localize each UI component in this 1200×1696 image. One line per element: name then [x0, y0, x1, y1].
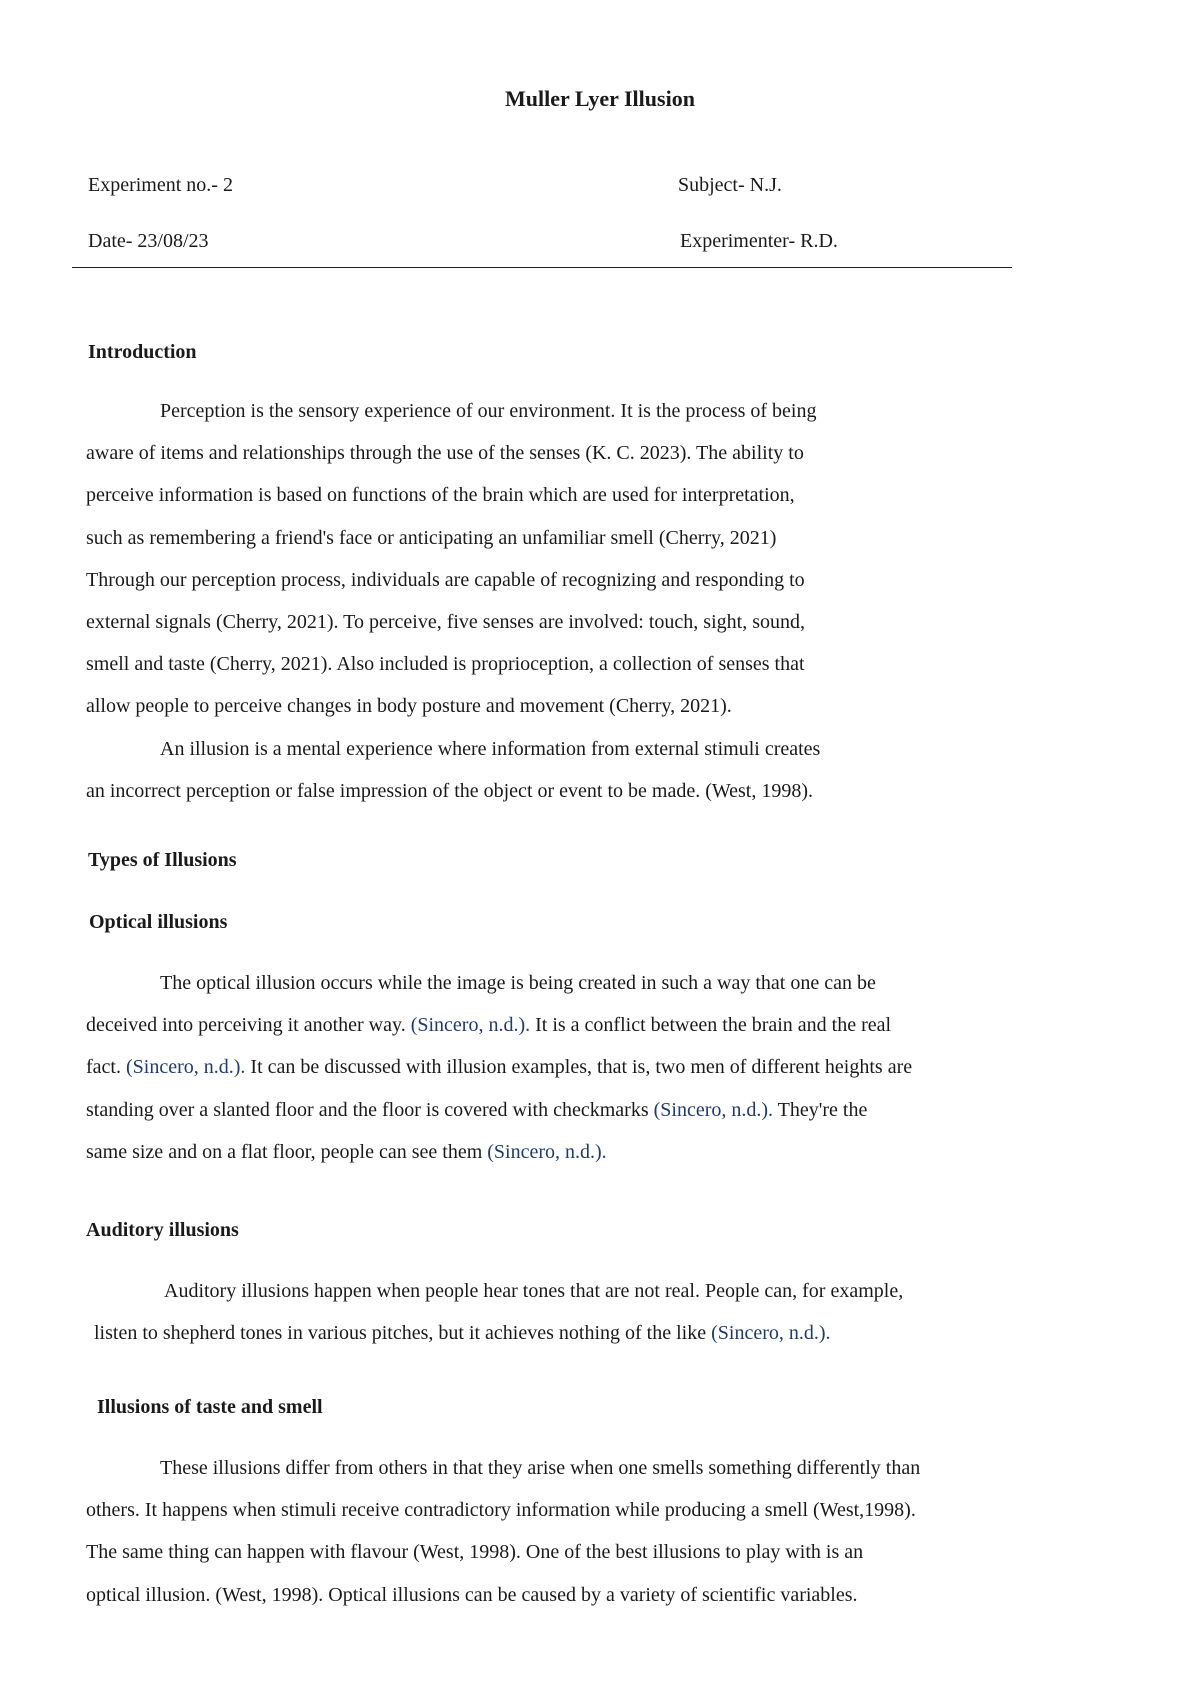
optical-illusions-heading: Optical illusions [89, 911, 228, 933]
text-segment: listen to shepherd tones in various pitches, but it achieves nothing of the like [94, 1322, 712, 1345]
paragraph-line: perceive information is based on functions of the brain which are used for interpretation, [86, 484, 795, 507]
experiment-number: Experiment no.- 2 [88, 174, 233, 196]
experiment-date: Date- 23/08/23 [88, 230, 209, 252]
paragraph-line [86, 1046, 912, 1088]
paragraph-line: others. It happens when stimuli receive contradictory information while producing a smell (West,1998). [86, 1499, 916, 1522]
paragraph-line: optical illusion. (West, 1998). Optical illusions can be caused by a variety of scientific variables. [86, 1583, 858, 1606]
text-segment: They're the [773, 1098, 868, 1121]
text-segment: fact. [86, 1056, 126, 1079]
document-title: Muller Lyer Illusion [505, 86, 695, 111]
text-segment: It is a conflict between the brain and the real [530, 1014, 892, 1037]
subject-name: Subject- N.J. [678, 174, 782, 196]
paragraph-line [86, 1131, 912, 1173]
paragraph-line: An illusion is a mental experience where information from external stimuli creates [160, 737, 821, 760]
citation: (Sincero, n.d.). [487, 1140, 607, 1163]
paragraph-line: allow people to perceive changes in body posture and movement (Cherry, 2021). [86, 695, 732, 718]
introduction-paragraph [86, 390, 820, 812]
paragraph-line [86, 1312, 903, 1354]
text-segment: deceived into perceiving it another way. [86, 1014, 411, 1037]
paragraph-line [86, 1089, 912, 1131]
paragraph-line: Perception is the sensory experience of our environment. It is the process of being [160, 400, 817, 422]
text-segment: same size and on a flat floor, people can see them [86, 1140, 488, 1163]
paragraph-line: Auditory illusions happen when people hear tones that are not real. People can, for example, [164, 1280, 904, 1302]
types-of-illusions-heading: Types of Illusions [88, 849, 237, 871]
paragraph-line [86, 1004, 912, 1046]
introduction-heading: Introduction [88, 341, 197, 363]
auditory-illusions-heading: Auditory illusions [86, 1219, 239, 1241]
optical-illusions-paragraph [86, 962, 912, 1173]
paragraph-line: The same thing can happen with flavour (West, 1998). One of the best illusions to play with is an [86, 1541, 864, 1564]
citation: (Sincero, n.d.). [125, 1056, 246, 1079]
paragraph-line: aware of items and relationships through the use of the senses (K. C. 2023). The ability to [86, 442, 804, 465]
paragraph-line: external signals (Cherry, 2021). To perceive, five senses are involved: touch, sight, sound, [86, 611, 805, 634]
text-segment: It can be discussed with illusion examples, that is, two men of different heights are [245, 1056, 913, 1079]
header-divider [72, 267, 1012, 268]
experimenter-name: Experimenter- R.D. [680, 230, 838, 252]
paragraph-line: an incorrect perception or false impression of the object or event to be made. (West, 1998). [86, 779, 814, 802]
paragraph-line: such as remembering a friend's face or anticipating an unfamiliar smell (Cherry, 2021) [86, 526, 777, 549]
taste-smell-illusions-heading: Illusions of taste and smell [97, 1396, 323, 1418]
paragraph-line: smell and taste (Cherry, 2021). Also included is proprioception, a collection of senses that [86, 653, 805, 676]
paragraph-line: These illusions differ from others in that they arise when one smells something differently than [160, 1457, 921, 1479]
taste-smell-paragraph [86, 1447, 920, 1616]
auditory-illusions-paragraph [86, 1270, 903, 1354]
citation: (Sincero, n.d.). [653, 1098, 774, 1121]
citation: (Sincero, n.d.). [711, 1322, 831, 1345]
paragraph-line: The optical illusion occurs while the image is being created in such a way that one can be [160, 972, 876, 994]
paragraph-line: Through our perception process, individuals are capable of recognizing and responding to [86, 568, 805, 591]
text-segment: standing over a slanted floor and the floor is covered with checkmarks [86, 1098, 654, 1121]
citation: (Sincero, n.d.). [410, 1014, 531, 1037]
